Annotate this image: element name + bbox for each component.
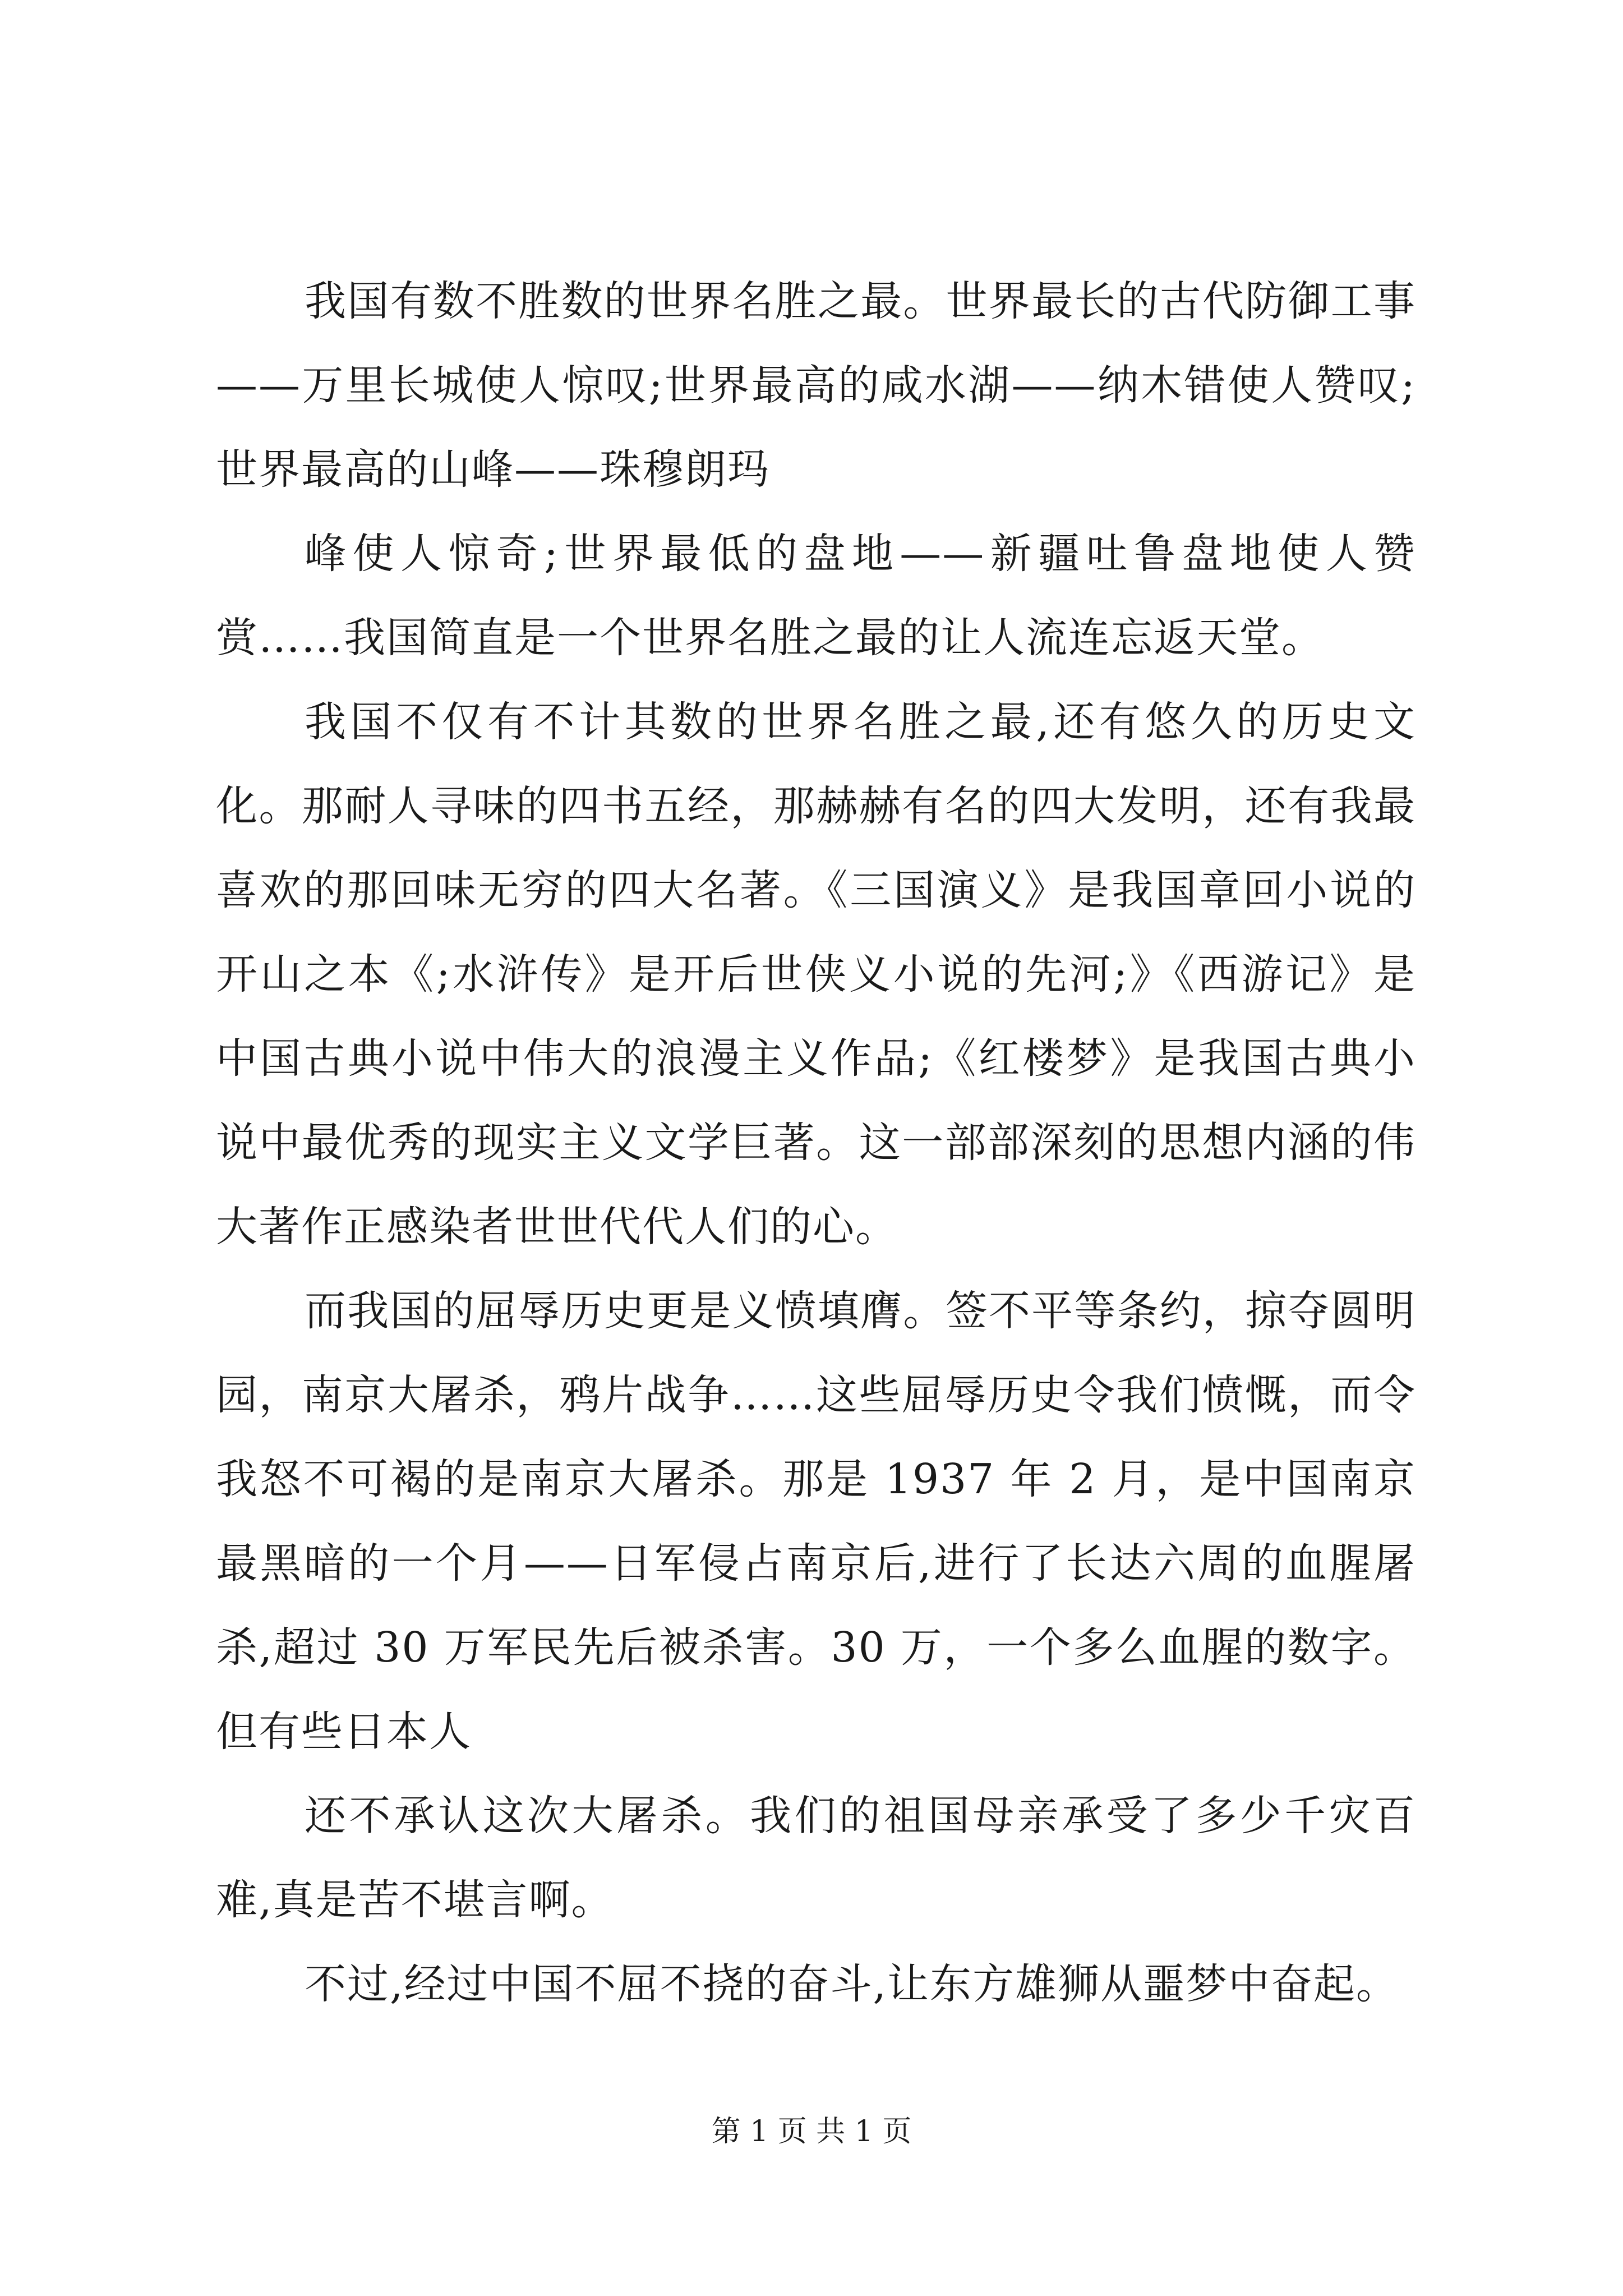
paragraph: 而我国的屈辱历史更是义愤填膺。签不平等条约，掠夺圆明园，南京大屠杀，鸦片战争……这些屈辱历史令我们愤慨，而令我怒不可褐的是南京大屠杀。那是 1937 年 2 月，是中国南京最黑暗的一个月——日军侵占南京后,进行了长达六周的血腥屠杀,超过 30 万军民先后被杀害。30 万，一个多么血腥的数字。但有些日本人 — [216, 1287, 1416, 1756]
paragraph: 我国不仅有不计其数的世界名胜之最,还有悠久的历史文化。那耐人寻味的四书五经，那赫赫有名的四大发明，还有我最喜欢的那回味无穷的四大名著。《三国演义》是我国章回小说的开山之本《;水浒传》是开后世侠义小说的先河;》《西游记》是中国古典小说中伟大的浪漫主义作品;《红楼梦》是我国古典小说中最优秀的现实主义文学巨著。这一部部深刻的思想内涵的伟大著作正感染者世世代代人们的心。 — [216, 698, 1416, 1251]
paragraph: 我国有数不胜数的世界名胜之最。世界最长的古代防御工事——万里长城使人惊叹;世界最高的咸水湖——纳木错使人赞叹;世界最高的山峰——珠穆朗玛 — [216, 277, 1416, 494]
page-number-label: 第 1 页 共 1 页 — [711, 2115, 912, 2148]
document-body — [216, 259, 1416, 2026]
page-footer — [0, 2115, 1623, 2148]
paragraph: 峰使人惊奇;世界最低的盘地——新疆吐鲁盘地使人赞赏……我国简直是一个世界名胜之最的让人流连忘返天堂。 — [216, 530, 1416, 662]
paragraph: 还不承认这次大屠杀。我们的祖国母亲承受了多少千灾百难,真是苦不堪言啊。 — [216, 1792, 1416, 1924]
paragraph: 不过,经过中国不屈不挠的奋斗,让东方雄狮从噩梦中奋起。 — [305, 1960, 1399, 2008]
